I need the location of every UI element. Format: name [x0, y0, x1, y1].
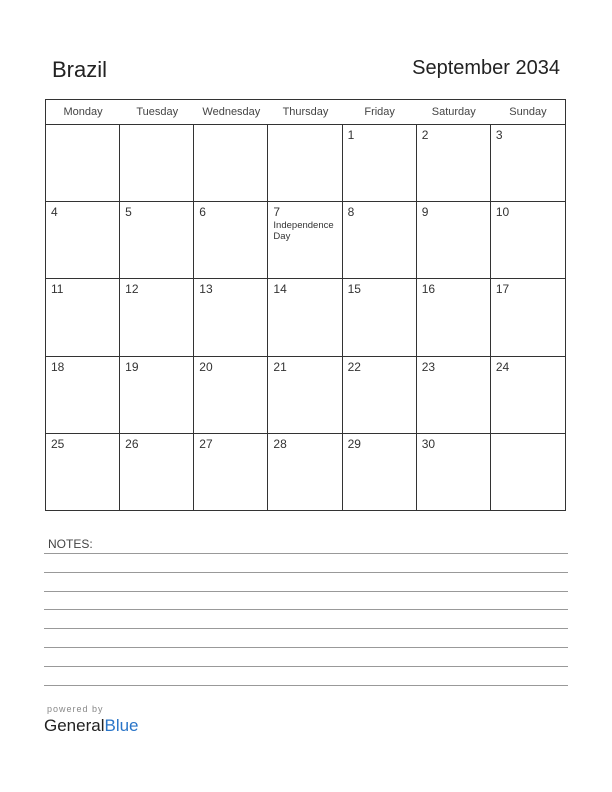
day-cell	[491, 202, 565, 279]
day-cell	[491, 279, 565, 356]
calendar-grid	[45, 99, 566, 511]
day-cell	[417, 125, 491, 202]
day-number: 15	[347, 282, 361, 297]
day-number: 4	[51, 205, 58, 220]
day-number: 20	[199, 359, 213, 374]
day-cell	[343, 279, 417, 356]
day-number: 2	[421, 128, 429, 142]
day-cell	[417, 202, 491, 279]
day-cell	[120, 357, 194, 434]
holiday-label: Independence Day	[273, 220, 334, 243]
day-cell	[194, 357, 268, 434]
day-number: 10	[495, 205, 510, 220]
day-number: 6	[199, 205, 206, 220]
day-number: 22	[347, 359, 361, 374]
day-number: 26	[125, 436, 139, 451]
day-cell	[268, 202, 342, 279]
weekday-header-row	[46, 100, 565, 125]
day-number: 14	[273, 282, 287, 297]
weekday-tuesday: Tuesday	[136, 106, 179, 118]
notes-line	[44, 685, 568, 686]
day-cell	[46, 279, 120, 356]
notes-label: NOTES:	[48, 537, 93, 551]
notes-line	[44, 666, 568, 667]
day-cell	[194, 202, 268, 279]
day-cell	[491, 125, 565, 202]
day-cell	[417, 357, 491, 434]
weekday-thursday: Thursday	[282, 106, 329, 118]
day-cell	[46, 357, 120, 434]
notes-line	[44, 628, 568, 629]
weekday-saturday: Saturday	[431, 106, 476, 118]
day-number: 16	[421, 282, 436, 297]
day-grid	[46, 125, 565, 511]
day-cell	[268, 125, 342, 202]
day-cell	[120, 434, 194, 511]
day-cell	[46, 125, 120, 202]
day-number: 21	[273, 359, 287, 374]
weekday-sunday: Sunday	[509, 106, 547, 118]
day-cell	[268, 279, 342, 356]
day-cell	[194, 125, 268, 202]
day-cell	[343, 125, 417, 202]
day-cell	[194, 279, 268, 356]
day-number: 17	[495, 282, 510, 297]
day-number: 18	[51, 359, 65, 374]
day-number: 23	[421, 359, 436, 374]
weekday-friday: Friday	[364, 106, 395, 118]
day-number: 9	[421, 205, 429, 220]
powered-by-text: powered by	[47, 704, 104, 714]
day-number: 3	[495, 128, 503, 142]
day-number: 8	[347, 205, 355, 220]
day-cell	[268, 434, 342, 511]
day-number: 28	[273, 436, 287, 451]
day-number: 30	[421, 436, 436, 451]
day-cell	[343, 202, 417, 279]
notes-line	[44, 553, 568, 554]
day-number: 27	[199, 436, 213, 451]
day-cell	[120, 202, 194, 279]
day-number: 7	[273, 205, 281, 220]
day-cell	[417, 279, 491, 356]
day-cell	[417, 434, 491, 511]
day-cell	[194, 434, 268, 511]
day-number: 12	[125, 282, 139, 297]
day-number: 19	[125, 359, 139, 374]
brand-blue: Blue	[104, 716, 139, 735]
day-number: 25	[51, 436, 65, 451]
day-cell	[491, 357, 565, 434]
day-number: 1	[347, 128, 355, 142]
month-title: September 2034	[412, 57, 560, 79]
day-number: 11	[51, 282, 64, 297]
country-title: Brazil	[52, 57, 108, 82]
brand-logo	[44, 716, 139, 736]
notes-line	[44, 591, 568, 592]
day-cell	[491, 434, 565, 511]
notes-line	[44, 609, 568, 610]
day-cell	[343, 434, 417, 511]
day-cell	[120, 279, 194, 356]
day-cell	[343, 357, 417, 434]
day-cell	[46, 434, 120, 511]
day-number: 29	[347, 436, 361, 451]
notes-line	[44, 572, 568, 573]
day-number: 24	[495, 359, 510, 374]
day-cell	[120, 125, 194, 202]
day-cell	[268, 357, 342, 434]
weekday-monday: Monday	[63, 106, 103, 118]
day-cell	[46, 202, 120, 279]
brand-general: General	[44, 716, 105, 735]
notes-line	[44, 647, 568, 648]
weekday-wednesday: Wednesday	[202, 106, 261, 118]
day-number: 13	[199, 282, 213, 297]
day-number: 5	[125, 205, 132, 220]
